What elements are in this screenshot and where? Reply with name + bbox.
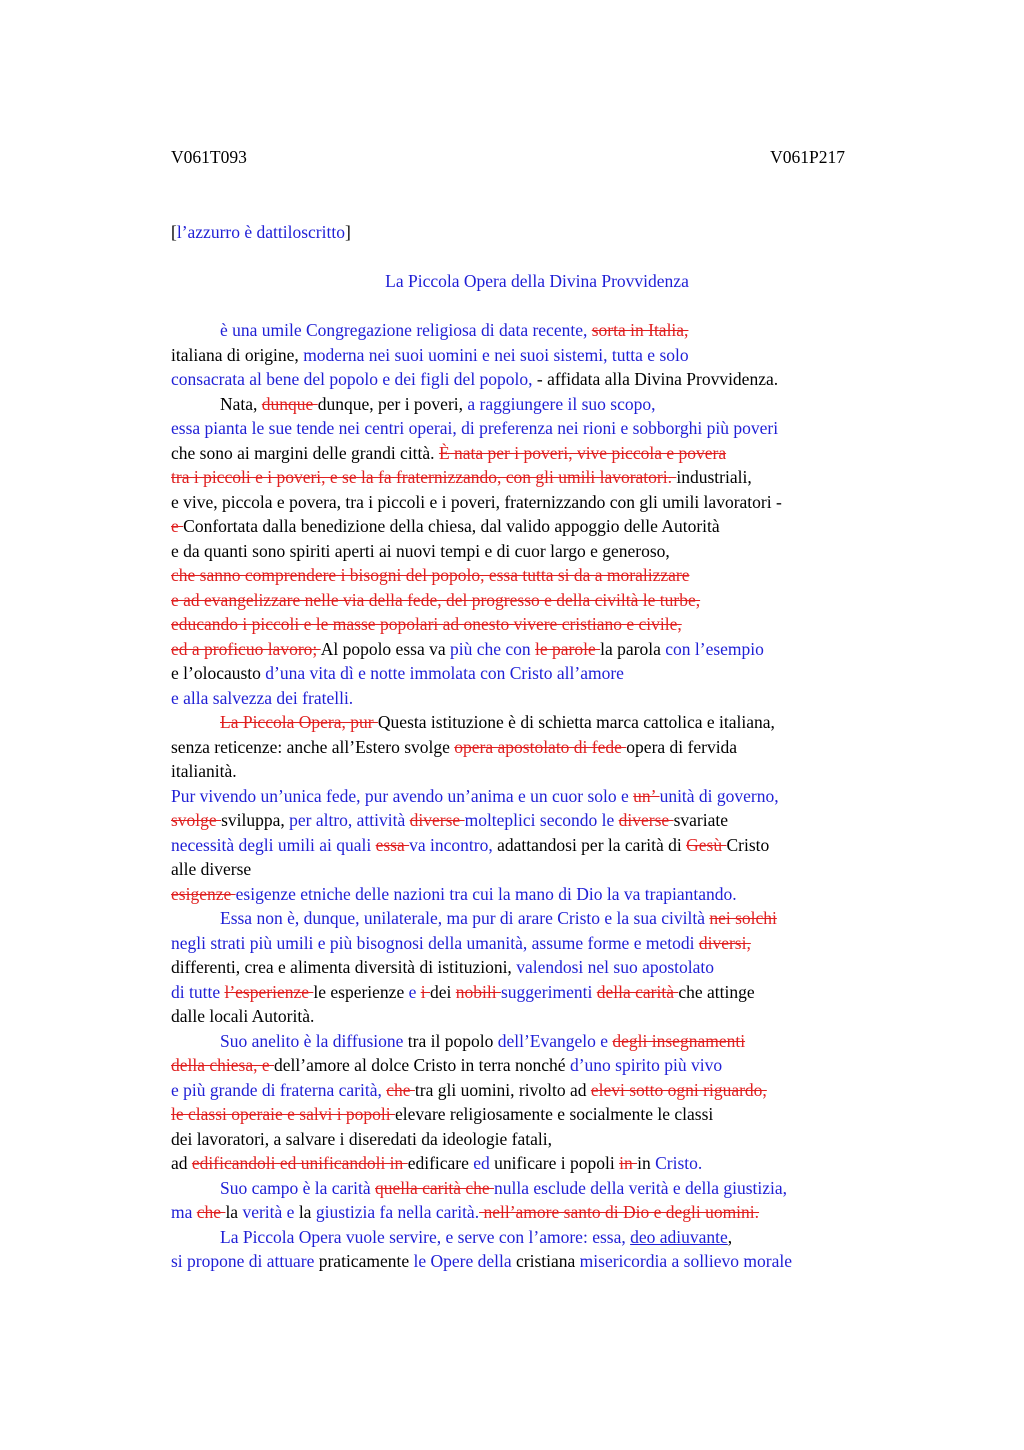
editorial-note <box>171 222 351 243</box>
handwritten-text: senza reticenze: anche all’Estero svolge <box>171 736 455 757</box>
document-title: La Piccola Opera della Divina Provvidenza <box>385 271 689 291</box>
deleted-text: svolge <box>171 810 222 830</box>
typed-text: Pur vivendo un’unica fede, pur avendo un’anima e un cuor solo e <box>171 785 634 806</box>
text-line <box>171 367 931 392</box>
handwritten-text: dei lavoratori, a salvare i diseredati da ideologie fatali, <box>171 1128 552 1149</box>
typed-text: negli strati più umili e più bisognosi della umanità, assume forme e metodi <box>171 932 699 953</box>
typed-text: misericordia a sollievo morale <box>579 1251 793 1271</box>
typed-text: dell’Evangelo e <box>497 1030 613 1051</box>
deleted-text: nobili <box>455 981 501 1002</box>
note-text: l’azzurro è dattiloscritto <box>176 222 345 242</box>
deleted-text: l’esperienze <box>224 981 314 1002</box>
deleted-text: nell’amore santo di Dio e degli uomini. <box>479 1202 760 1222</box>
handwritten-text: , <box>727 1226 733 1247</box>
typed-text: Suo campo è la carità <box>220 1177 376 1198</box>
text-line <box>171 1004 931 1029</box>
handwritten-text: industriali, <box>676 467 752 487</box>
deleted-text: La Piccola Opera, pur <box>220 712 378 732</box>
text-line <box>171 1127 931 1152</box>
typed-text: giustizia fa nella carità. <box>315 1202 480 1222</box>
typed-text: e <box>408 981 421 1002</box>
handwritten-text: sviluppa, <box>221 810 290 830</box>
handwritten-text: Confortata dalla benedizione della chiesa, dal valido appoggio delle Autorità <box>183 516 720 536</box>
text-line <box>171 710 931 735</box>
text-line <box>171 465 931 490</box>
typed-text: con l’esempio <box>665 638 764 659</box>
deleted-text: quella carità che <box>375 1177 495 1198</box>
typed-text: Suo anelito è la diffusione <box>220 1030 408 1051</box>
typed-text: ma <box>171 1202 197 1222</box>
text-line <box>171 1249 931 1274</box>
document-body <box>171 318 931 1274</box>
note-close-bracket: ] <box>344 222 351 242</box>
deleted-text: ed a proficuo lavoro; <box>171 638 321 659</box>
text-line <box>171 1102 931 1127</box>
deleted-text: e ad evangelizzare nelle via della fede, del progresso e della civiltà le turbe, <box>171 589 701 610</box>
handwritten-text: cristiana <box>516 1251 580 1271</box>
typed-text: più che con <box>449 638 536 659</box>
deleted-text: educando i piccoli e le masse popolari ad onesto vivere cristiano e civile, <box>171 614 682 634</box>
typed-text: molteplici secondo le <box>464 810 619 830</box>
text-line <box>171 637 931 662</box>
deleted-text: nei solchi <box>709 908 777 928</box>
text-line <box>171 539 931 564</box>
text-line <box>171 490 931 515</box>
handwritten-text: in <box>637 1153 656 1173</box>
text-line <box>171 514 931 539</box>
handwritten-text: Nata, <box>220 393 262 414</box>
deleted-text: le parole <box>535 638 601 659</box>
handwritten-text: tra gli uomini, rivolto ad <box>414 1079 591 1100</box>
typed-text: unità di governo, <box>659 785 779 806</box>
deleted-text: della chiesa, e <box>171 1055 275 1075</box>
text-line <box>171 931 931 956</box>
text-line <box>171 1151 931 1176</box>
handwritten-text: che sono ai margini delle grandi città. <box>171 442 439 463</box>
text-line <box>171 392 931 417</box>
deleted-text: in <box>619 1153 638 1173</box>
handwritten-text: dalle locali Autorità. <box>171 1006 315 1026</box>
typed-text: d’una vita dì e notte immolata con Cristo all’amore <box>265 663 624 683</box>
text-line <box>171 1225 931 1250</box>
typed-text: si propone di attuare <box>171 1251 319 1271</box>
deleted-text: i <box>420 981 430 1002</box>
typed-text: e alla salvezza dei fratelli. <box>171 687 354 708</box>
handwritten-text: alle diverse <box>171 859 252 879</box>
handwritten-text: Al popolo essa va <box>320 638 450 659</box>
deleted-text: È nata per i poveri, vive piccola e povera <box>438 442 727 463</box>
text-line <box>171 1078 931 1103</box>
text-line <box>171 588 931 613</box>
typed-text: a raggiungere il suo scopo, <box>467 393 656 414</box>
text-line <box>171 906 931 931</box>
header-left-code: V061T093 <box>171 147 247 167</box>
handwritten-text: e l’olocausto <box>171 663 266 683</box>
handwritten-text: unificare i popoli <box>494 1153 620 1173</box>
handwritten-text: dei <box>430 981 456 1002</box>
deleted-text: opera apostolato di fede <box>454 736 627 757</box>
deleted-text: che sanno comprendere i bisogni del popolo, essa tutta si da a moralizzare <box>171 565 690 585</box>
text-line <box>171 1176 931 1201</box>
text-line <box>171 318 931 343</box>
handwritten-text: dell’amore al dolce Cristo in terra nonché <box>274 1055 570 1075</box>
typed-text: per altro, attività <box>289 810 410 830</box>
deleted-text: edificandoli ed unificandoli in <box>191 1153 408 1173</box>
handwritten-text: la <box>298 1202 316 1222</box>
typed-text: Essa non è, dunque, unilaterale, ma pur di arare Cristo e la sua civiltà <box>220 908 710 928</box>
handwritten-text: italiana di origine, <box>171 344 304 365</box>
text-line <box>171 833 931 858</box>
handwritten-text: italianità. <box>171 761 237 781</box>
deleted-text: tra i piccoli e i poveri, e se la fa fraternizzando, con gli umili lavoratori. <box>171 467 677 487</box>
text-line <box>171 980 931 1005</box>
deleted-text: esigenze <box>171 883 236 904</box>
handwritten-text: - affidata alla Divina Provvidenza. <box>536 369 779 389</box>
handwritten-text: svariate <box>673 810 728 830</box>
typed-text: va incontro, <box>409 834 498 855</box>
text-line <box>171 955 931 980</box>
typed-text: deo adiuvante <box>630 1226 728 1247</box>
typed-text: ed <box>473 1153 495 1173</box>
text-line <box>171 1029 931 1054</box>
deleted-text: della carità <box>596 981 679 1002</box>
deleted-text: sorta in Italia, <box>591 320 689 340</box>
deleted-text: dunque <box>261 393 318 414</box>
handwritten-text: che attinge <box>678 981 755 1002</box>
deleted-text: che <box>386 1079 415 1100</box>
typed-text: essa pianta le sue tende nei centri operai, di preferenza nei rioni e sobborghi più poveri <box>171 418 779 438</box>
deleted-text: le classi operaie e salvi i popoli <box>171 1104 396 1124</box>
handwritten-text: dunque, per i poveri, <box>317 393 468 414</box>
text-line <box>171 563 931 588</box>
handwritten-text: edificare <box>407 1153 474 1173</box>
text-line <box>171 1200 931 1225</box>
handwritten-text: e da quanti sono spiriti aperti ai nuovi tempi e di cuor largo e generoso, <box>171 540 670 561</box>
handwritten-text: Questa istituzione è di schietta marca cattolica e italiana, <box>377 712 775 732</box>
text-line <box>171 857 931 882</box>
text-line <box>171 882 931 907</box>
deleted-text: degli insegnamenti <box>612 1030 746 1051</box>
typed-text: d’uno spirito più vivo <box>569 1055 723 1075</box>
text-line <box>171 612 931 637</box>
deleted-text: diverse <box>409 810 465 830</box>
deleted-text: elevi sotto ogni riguardo, <box>590 1079 767 1100</box>
typed-text: moderna nei suoi uomini e nei suoi sistemi, tutta e solo <box>303 344 689 365</box>
handwritten-text: e vive, piccola e povera, tra i piccoli e i poveri, fraternizzando con gli umili lavoratori - <box>171 491 782 512</box>
text-line <box>171 784 931 809</box>
handwritten-text: ad <box>171 1153 192 1173</box>
deleted-text: diverse <box>618 810 674 830</box>
handwritten-text: la parola <box>600 638 666 659</box>
handwritten-text: elevare religiosamente e socialmente le classi <box>395 1104 714 1124</box>
handwritten-text: tra il popolo <box>407 1030 498 1051</box>
typed-text: Cristo. <box>655 1153 703 1173</box>
text-line <box>171 759 931 784</box>
header-right-code: V061P217 <box>770 147 845 167</box>
handwritten-text: la <box>225 1202 243 1222</box>
text-line <box>171 1053 931 1078</box>
handwritten-text: differenti, crea e alimenta diversità di istituzioni, <box>171 957 517 977</box>
typed-text: necessità degli umili ai quali <box>171 834 376 855</box>
deleted-text: essa <box>375 834 410 855</box>
deleted-text: diversi, <box>698 932 751 953</box>
typed-text: consacrata al bene del popolo e dei figli del popolo, <box>171 369 537 389</box>
typed-text: valendosi nel suo apostolato <box>516 957 715 977</box>
typed-text: La Piccola Opera vuole servire, e serve con l’amore: essa, <box>220 1226 631 1247</box>
text-line <box>171 735 931 760</box>
handwritten-text: opera di fervida <box>626 736 738 757</box>
handwritten-text: le esperienze <box>313 981 409 1002</box>
deleted-text: e <box>171 516 184 536</box>
typed-text: di tutte <box>171 981 225 1002</box>
handwritten-text: adattandosi per la carità di <box>497 834 687 855</box>
typed-text: è una umile Congregazione religiosa di data recente, <box>220 320 592 340</box>
typed-text: verità e <box>242 1202 299 1222</box>
handwritten-text: Cristo <box>726 834 770 855</box>
typed-text: nulla esclude della verità e della giustizia, <box>494 1177 788 1198</box>
typed-text: e più grande di fraterna carità, <box>171 1079 387 1100</box>
typed-text: le Opere della <box>413 1251 516 1271</box>
typed-text: esigenze etniche delle nazioni tra cui la mano di Dio la va trapiantando. <box>235 883 737 904</box>
text-line <box>171 441 931 466</box>
deleted-text: un’ <box>633 785 660 806</box>
text-line <box>171 686 931 711</box>
deleted-text: Gesù <box>686 834 727 855</box>
deleted-text: che <box>196 1202 226 1222</box>
note-open-bracket: [ <box>171 222 177 242</box>
handwritten-text: praticamente <box>318 1251 414 1271</box>
text-line <box>171 808 931 833</box>
text-line <box>171 416 931 441</box>
typed-text: suggerimenti <box>500 981 597 1002</box>
text-line <box>171 661 931 686</box>
text-line <box>171 343 931 368</box>
